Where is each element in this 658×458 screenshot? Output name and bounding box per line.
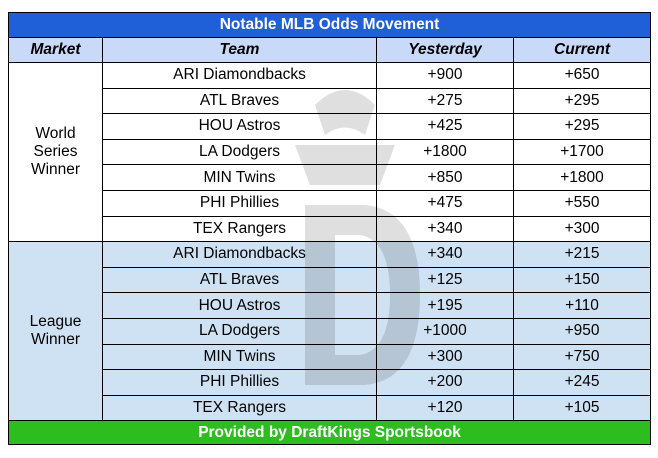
yesterday-odds-cell: +195 <box>377 293 514 319</box>
current-odds-cell: +295 <box>514 88 651 114</box>
current-odds-cell: +110 <box>514 293 651 319</box>
header-market: Market <box>9 38 103 63</box>
market-cell <box>9 63 103 242</box>
current-odds-cell: +150 <box>514 267 651 293</box>
footer-text: Provided by DraftKings Sportsbook <box>9 421 651 445</box>
team-cell: ATL Braves <box>103 88 377 114</box>
current-odds-cell: +1800 <box>514 165 651 191</box>
team-cell: LA Dodgers <box>103 318 377 344</box>
current-odds-cell: +245 <box>514 370 651 396</box>
yesterday-odds-cell: +850 <box>377 165 514 191</box>
current-odds-cell: +750 <box>514 344 651 370</box>
title-row <box>9 13 651 38</box>
yesterday-odds-cell: +425 <box>377 114 514 140</box>
table-row <box>9 318 651 344</box>
table-row <box>9 242 651 268</box>
market-label-line: Winner <box>30 161 81 179</box>
table-row <box>9 88 651 114</box>
current-odds-cell: +105 <box>514 395 651 421</box>
yesterday-odds-cell: +200 <box>377 370 514 396</box>
team-cell: ARI Diamondbacks <box>103 242 377 268</box>
yesterday-odds-cell: +340 <box>377 216 514 242</box>
team-cell: MIN Twins <box>103 165 377 191</box>
header-team: Team <box>103 38 377 63</box>
team-cell: ARI Diamondbacks <box>103 63 377 89</box>
table-row <box>9 370 651 396</box>
team-cell: HOU Astros <box>103 114 377 140</box>
table-row <box>9 63 651 89</box>
header-yesterday: Yesterday <box>377 38 514 63</box>
table-row <box>9 293 651 319</box>
yesterday-odds-cell: +340 <box>377 242 514 268</box>
team-cell: LA Dodgers <box>103 139 377 165</box>
team-cell: ATL Braves <box>103 267 377 293</box>
team-cell: PHI Phillies <box>103 190 377 216</box>
team-cell: PHI Phillies <box>103 370 377 396</box>
current-odds-cell: +215 <box>514 242 651 268</box>
team-cell: MIN Twins <box>103 344 377 370</box>
table-row <box>9 139 651 165</box>
market-label-line: Series <box>33 143 78 161</box>
market-label-line: World <box>35 125 76 143</box>
current-odds-cell: +550 <box>514 190 651 216</box>
market-label-line: Winner <box>30 331 81 349</box>
market-label-line: League <box>29 313 82 331</box>
table-row <box>9 114 651 140</box>
header-row <box>9 38 651 63</box>
market-cell <box>9 242 103 421</box>
current-odds-cell: +300 <box>514 216 651 242</box>
table-row <box>9 267 651 293</box>
current-odds-cell: +1700 <box>514 139 651 165</box>
yesterday-odds-cell: +1800 <box>377 139 514 165</box>
footer-row <box>9 421 651 445</box>
table-row <box>9 165 651 191</box>
yesterday-odds-cell: +275 <box>377 88 514 114</box>
yesterday-odds-cell: +125 <box>377 267 514 293</box>
team-cell: HOU Astros <box>103 293 377 319</box>
table-row <box>9 216 651 242</box>
yesterday-odds-cell: +300 <box>377 344 514 370</box>
odds-table-container <box>8 12 650 445</box>
current-odds-cell: +950 <box>514 318 651 344</box>
header-current: Current <box>514 38 651 63</box>
team-cell: TEX Rangers <box>103 395 377 421</box>
yesterday-odds-cell: +475 <box>377 190 514 216</box>
current-odds-cell: +650 <box>514 63 651 89</box>
table-title: Notable MLB Odds Movement <box>9 13 651 38</box>
table-row <box>9 344 651 370</box>
team-cell: TEX Rangers <box>103 216 377 242</box>
current-odds-cell: +295 <box>514 114 651 140</box>
yesterday-odds-cell: +120 <box>377 395 514 421</box>
yesterday-odds-cell: +900 <box>377 63 514 89</box>
odds-table <box>8 12 651 445</box>
table-row <box>9 395 651 421</box>
yesterday-odds-cell: +1000 <box>377 318 514 344</box>
table-row <box>9 190 651 216</box>
